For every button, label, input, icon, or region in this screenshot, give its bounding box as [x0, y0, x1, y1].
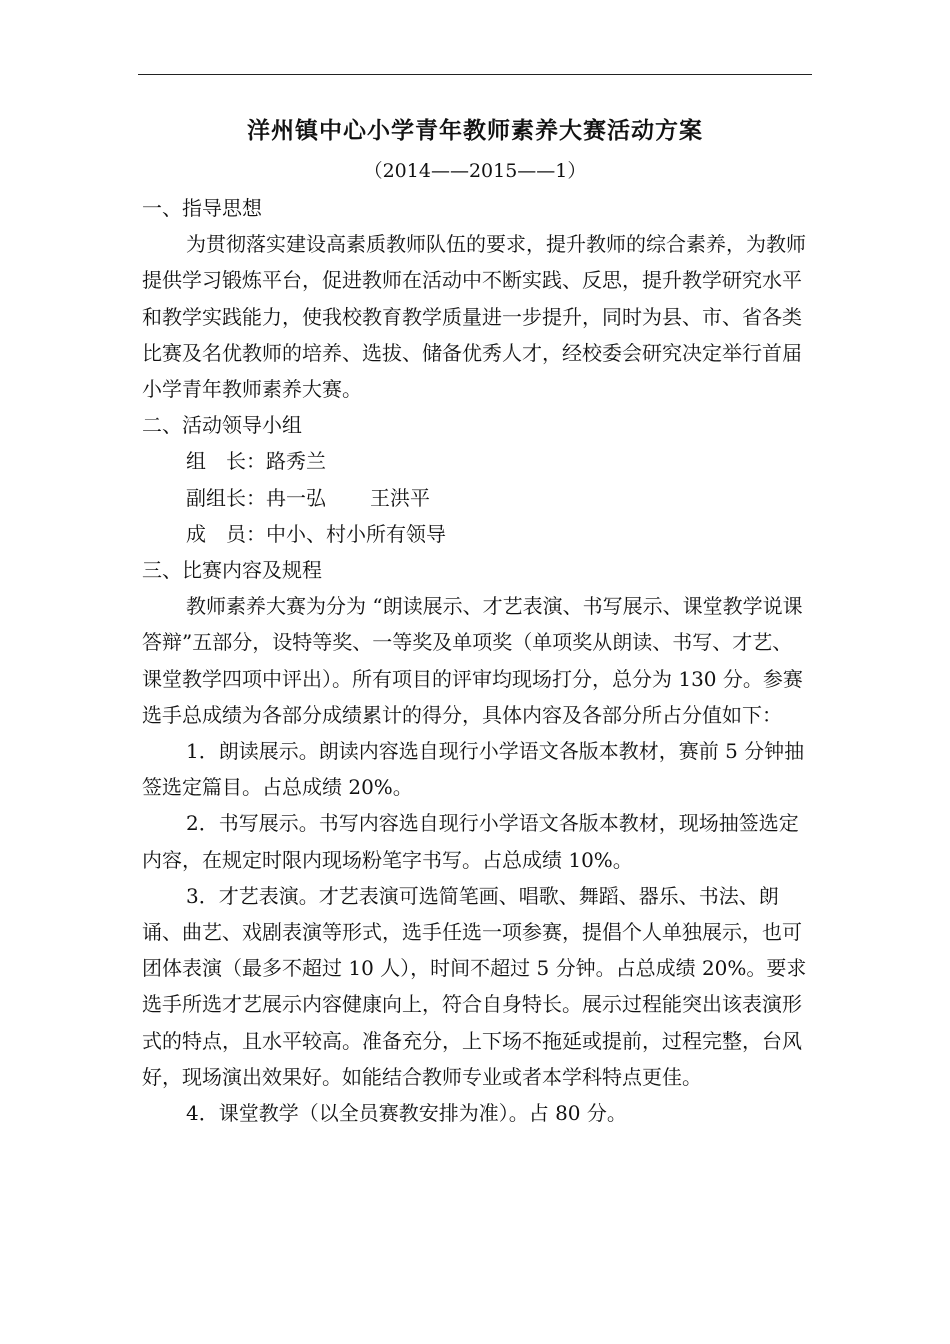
item-reading: 1．朗读展示。朗读内容选自现行小学语文各版本教材，赛前 5 分钟抽签选定篇目。占总成绩 20%。: [142, 739, 805, 800]
header-rule: [138, 74, 812, 75]
deputy-label: 副组长：冉一弘: [186, 485, 326, 510]
group-deputy: [142, 480, 812, 516]
deputy-second: 王洪平: [370, 485, 430, 510]
section-1-heading: 一、指导思想: [142, 196, 262, 220]
item-talent: 3．才艺表演。才艺表演可选简笔画、唱歌、舞蹈、器乐、书法、朗诵、曲艺、戏剧表演等形式，选手任选一项参赛，提倡个人单独展示，也可团体表演（最多不超过 10 人），时间不超过 5 分钟。占总成绩 20%。要求选手所选才艺展示内容健康向上，符合自身特长。展示过程能突出该表演形式的特点，且水平较高。准备充分，上下场不拖延或提前，过程完整，台风好，现场演出效果好。如能结合教师专业或者本学科特点更佳。: [142, 883, 807, 1089]
section-3-intro: 教师素养大赛为分为 “朗读展示、才艺表演、书写展示、课堂教学说课答辩”五部分，设特等奖、一等奖及单项奖（单项奖从朗读、书写、才艺、课堂教学四项中评出）。所有项目的评审均现场打分，总分为 130 分。参赛选手总成绩为各部分成绩累计的得分，具体内容及各部分所占分值如下：: [142, 594, 803, 727]
section-1-paragraph: 为贯彻落实建设高素质教师队伍的要求，提升教师的综合素养，为教师提供学习锻炼平台，促进教师在活动中不断实践、反思，提升教学研究水平和教学实践能力，使我校教育教学质量进一步提升，同时为县、市、省各类比赛及名优教师的培养、选拔、储备优秀人才，经校委会研究决定举行首届小学青年教师素养大赛。: [142, 232, 806, 402]
item-writing: 2．书写展示。书写内容选自现行小学语文各版本教材，现场抽签选定内容，在规定时限内现场粉笔字书写。占总成绩 10%。: [142, 811, 799, 872]
section-3-heading: 三、比赛内容及规程: [142, 558, 322, 583]
document-subtitle: （2014——2015——1）: [363, 160, 587, 182]
item-teaching: 4．课堂教学（以全员赛教安排为准）。占 80 分。: [186, 1101, 627, 1126]
document-body: [142, 190, 812, 1131]
group-members: 成 员：中小、村小所有领导: [186, 521, 446, 546]
section-2-heading: 二、活动领导小组: [142, 413, 302, 438]
group-leader: 组 长：路秀兰: [186, 449, 326, 474]
document-title: 洋州镇中心小学青年教师素养大赛活动方案: [247, 118, 703, 144]
